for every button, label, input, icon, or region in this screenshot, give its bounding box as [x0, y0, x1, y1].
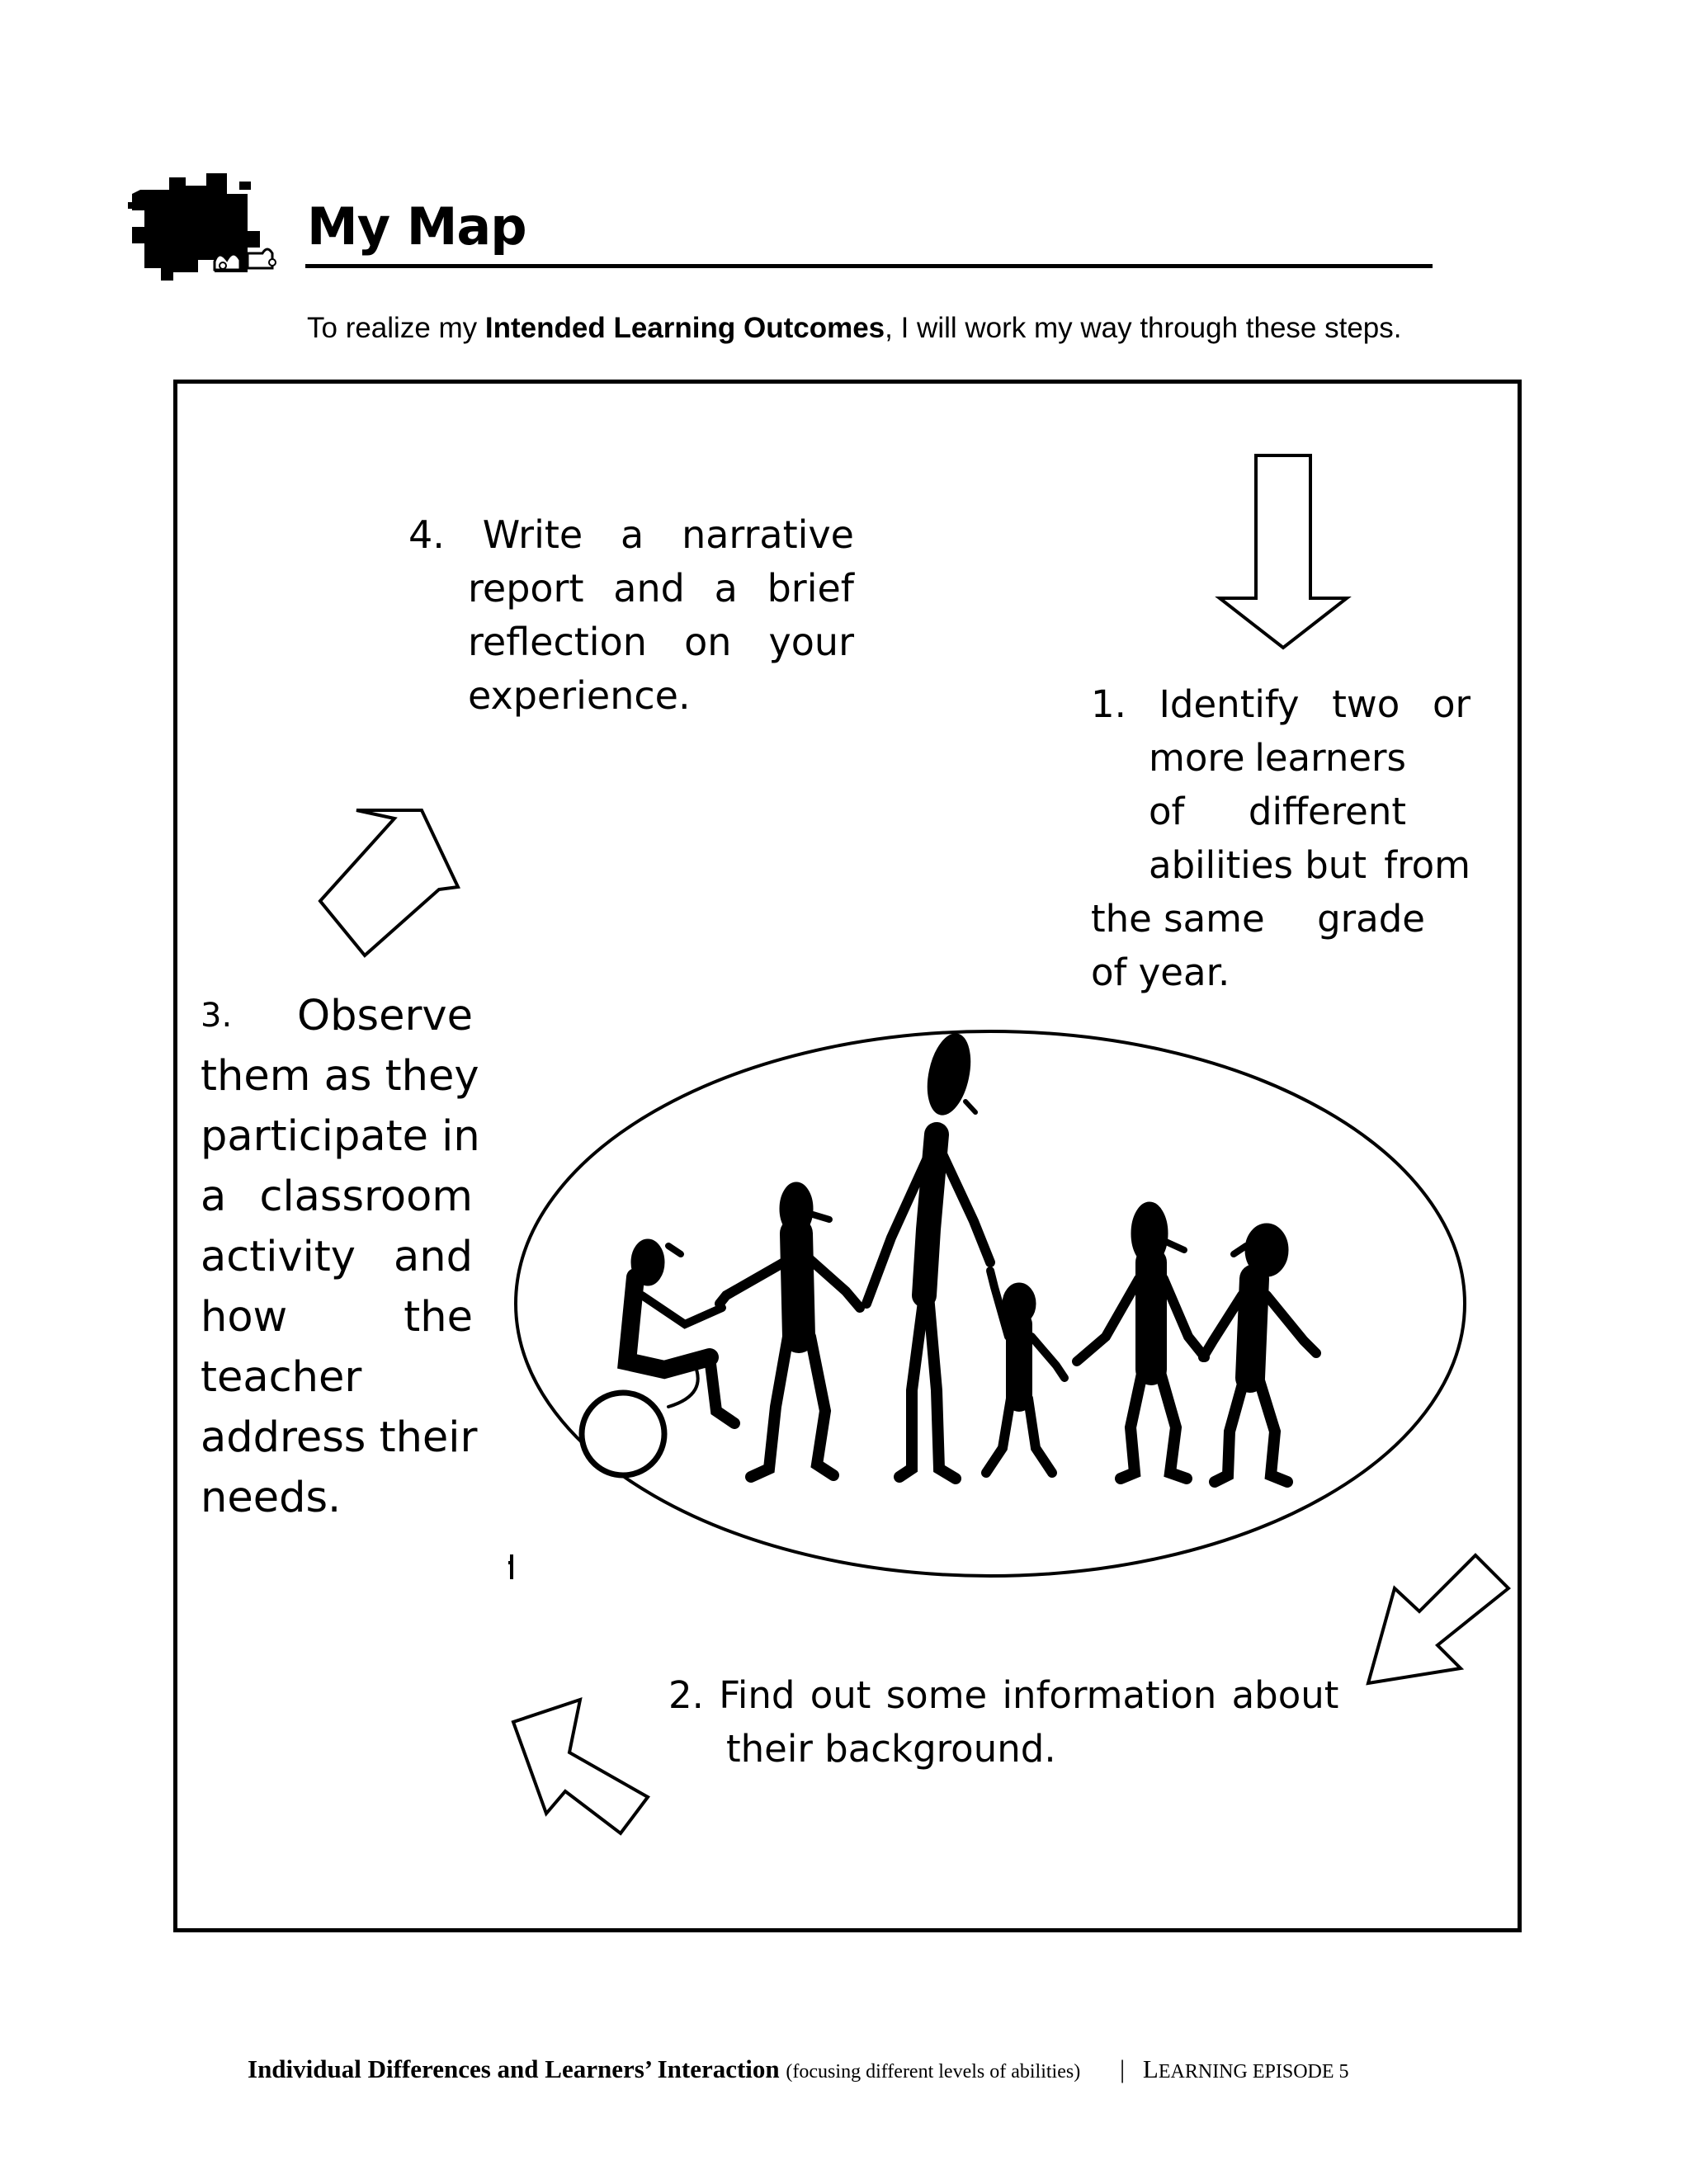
step-3-line [201, 1046, 479, 1106]
step-4-line [468, 669, 854, 723]
step-1-line [1091, 892, 1425, 946]
step-4-line [468, 562, 854, 616]
word: their background. [726, 1727, 1056, 1771]
step-1-line [1149, 731, 1406, 785]
word: 4. [408, 512, 445, 557]
word: needs. [201, 1474, 342, 1522]
step-3-line [201, 1167, 473, 1227]
page-title: My Map [307, 196, 526, 257]
intro-prefix: To realize my [307, 312, 485, 344]
word: the same [1091, 897, 1265, 941]
footer-episode-rest: EARNING EPISODE 5 [1158, 2061, 1349, 2083]
word: grade [1317, 897, 1425, 941]
arrow-up-left-icon [503, 1683, 677, 1840]
step-4-line [408, 508, 854, 562]
word: learners [1254, 736, 1406, 780]
step-3-text [201, 986, 480, 1528]
word: from [1384, 843, 1470, 887]
step-1-line [1149, 838, 1470, 892]
step-3-line [201, 1347, 473, 1408]
step-2-line [668, 1668, 1337, 1722]
word: or [1432, 682, 1470, 726]
footer-title: Individual Differences and Learners’ Interaction [248, 2054, 780, 2083]
word: a [621, 512, 644, 557]
footer-separator: | [1119, 2054, 1126, 2083]
word: Identify [1159, 682, 1300, 726]
step-3-line [201, 1106, 480, 1167]
footer-episode-initial: L [1142, 2054, 1159, 2083]
word: of [1149, 790, 1185, 833]
word: reflection [468, 620, 647, 664]
step-3-line [201, 1227, 473, 1287]
word: two [1332, 682, 1400, 726]
step-3-line [201, 986, 473, 1046]
word: on [684, 620, 732, 664]
title-underline [305, 264, 1433, 268]
footer-episode [1143, 2054, 1349, 2083]
page-footer [248, 2054, 1469, 2084]
word: brief [767, 566, 854, 611]
word: teacher [201, 1353, 362, 1402]
step-1-line [1091, 677, 1470, 731]
word: and [394, 1233, 473, 1281]
word: more [1149, 736, 1245, 780]
word: your [768, 620, 854, 664]
step-1-text [1091, 677, 1470, 999]
arrow-down-icon [1213, 454, 1353, 652]
learners-illustration [503, 1023, 1477, 1584]
word: a [714, 566, 738, 611]
footer-subtitle: (focusing different levels of abilities) [786, 2061, 1081, 2083]
word: the [404, 1293, 473, 1342]
word: of year. [1091, 950, 1230, 994]
word: and [613, 566, 685, 611]
word: participate in [201, 1112, 480, 1161]
intro-bold: Intended Learning Outcomes [484, 312, 885, 344]
word: 1. [1091, 682, 1126, 726]
intro-text [307, 312, 1401, 345]
step-2-line [726, 1722, 1337, 1776]
puzzle-icon [124, 161, 289, 285]
step-1-line [1091, 946, 1470, 999]
word: them as they [201, 1052, 479, 1101]
step-3-line [201, 1408, 478, 1468]
step-4-text [408, 508, 854, 723]
step-3-line [201, 1287, 473, 1347]
word: how [201, 1293, 288, 1342]
word: abilities but [1149, 843, 1367, 887]
step-1-line [1149, 785, 1406, 838]
word: 2. Find out some information about [668, 1673, 1339, 1717]
word: activity [201, 1233, 356, 1281]
word: narrative [682, 512, 854, 557]
word: 3. [201, 997, 233, 1035]
word: different [1248, 790, 1406, 833]
step-2-text [668, 1668, 1337, 1776]
word: experience. [468, 673, 691, 718]
arrow-up-right-icon [314, 800, 470, 965]
word: Observe [297, 992, 473, 1040]
word: classroom [259, 1172, 473, 1221]
word: address their [201, 1413, 478, 1462]
word: Write [482, 512, 583, 557]
word: a [201, 1172, 227, 1221]
word: report [468, 566, 584, 611]
intro-suffix: , I will work my way through these steps. [885, 312, 1402, 344]
step-4-line [468, 616, 854, 669]
step-3-line [201, 1468, 473, 1528]
